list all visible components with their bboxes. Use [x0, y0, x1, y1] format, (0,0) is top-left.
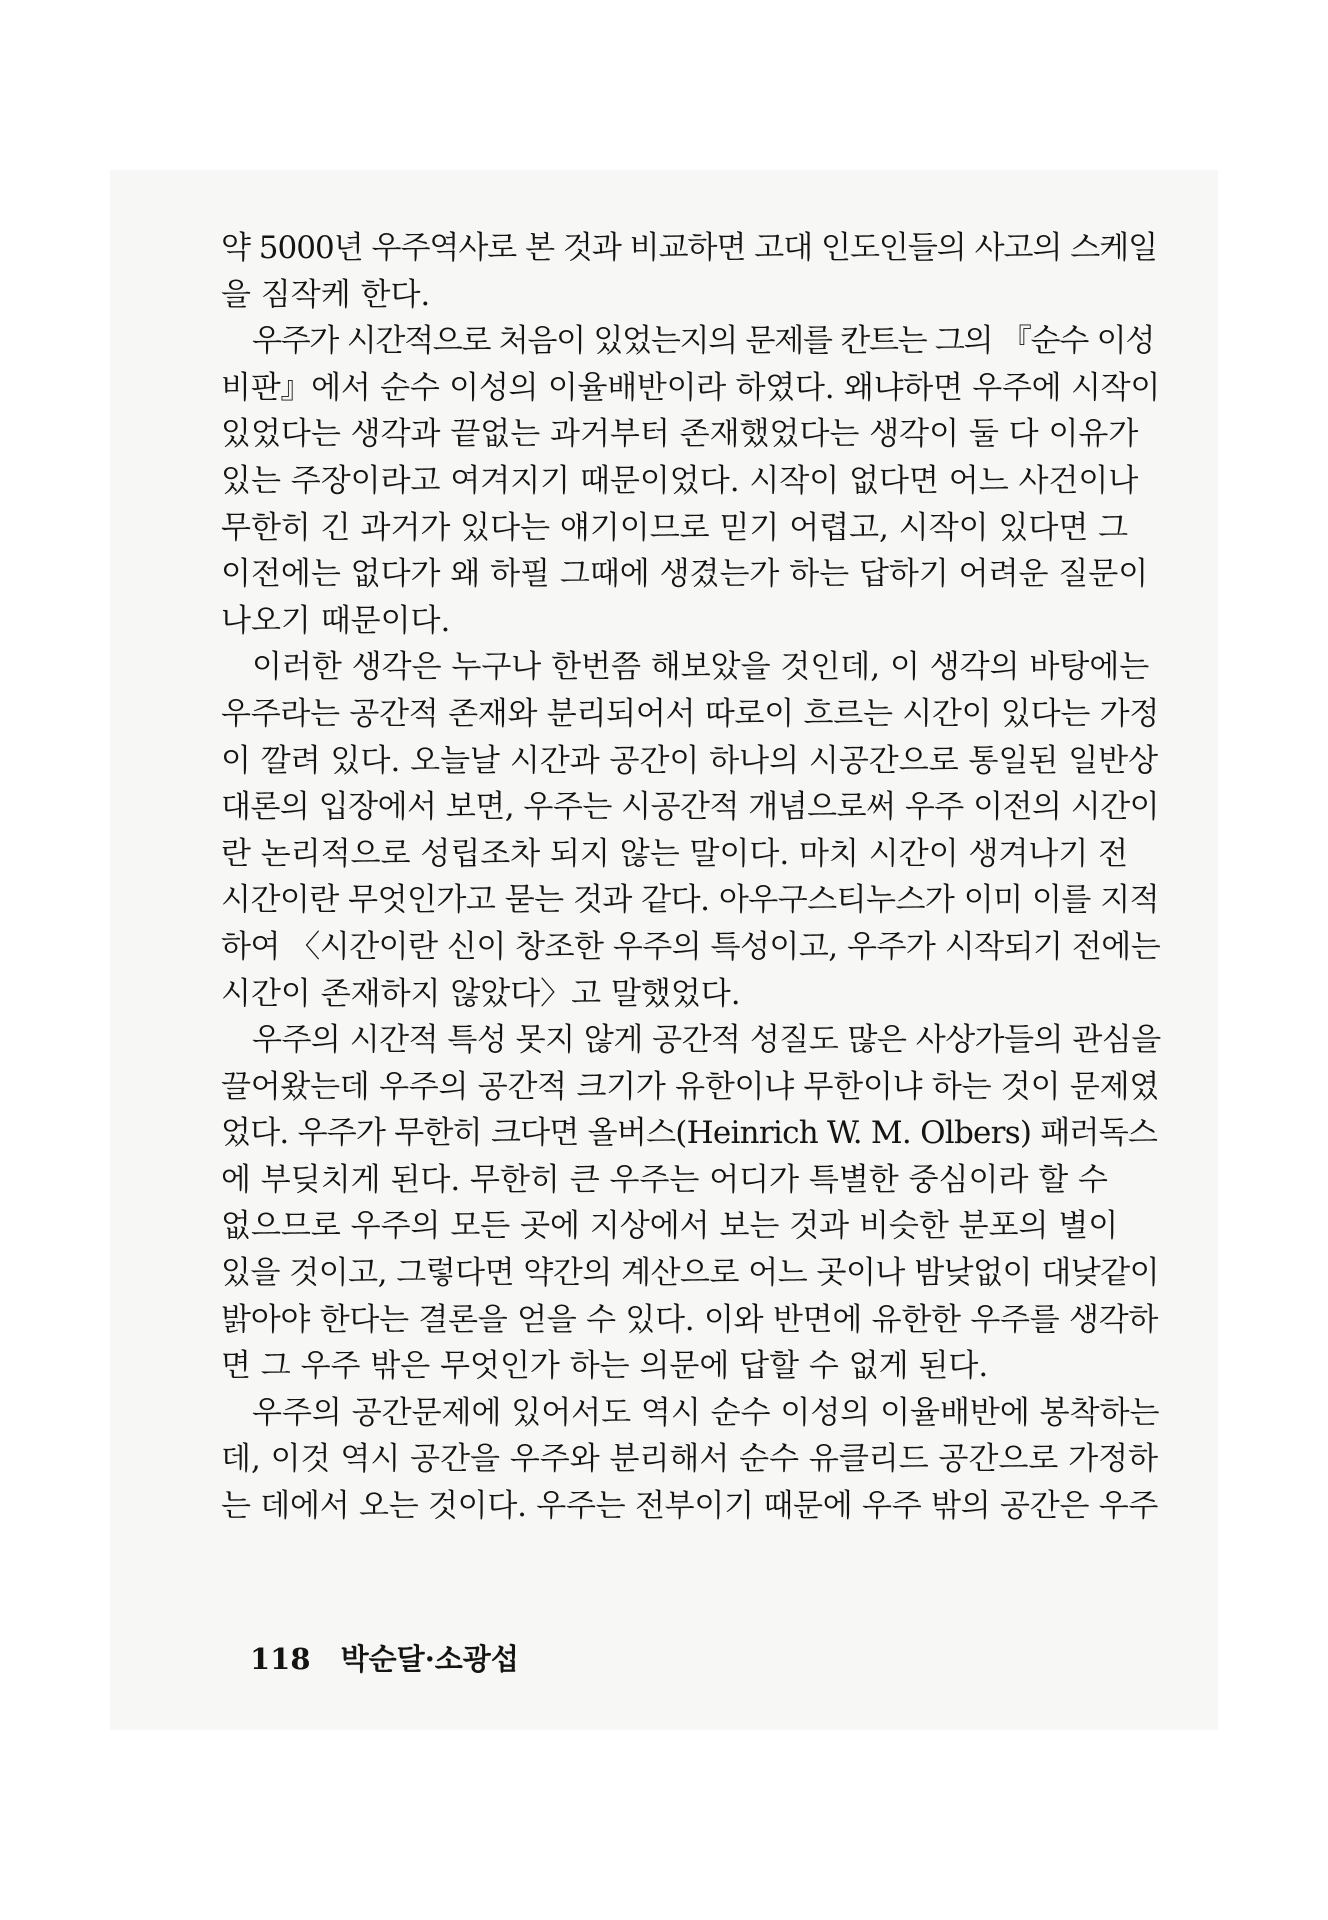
text-line: 면 그 우주 밖은 무엇인가 하는 의문에 답할 수 없게 된다.: [221, 1348, 989, 1385]
text-line: 비판』에서 순수 이성의 이율배반이라 하였다. 왜냐하면 우주에 시작이: [221, 369, 1161, 406]
text-line: 시간이란 무엇인가고 묻는 것과 같다. 아우구스티누스가 이미 이를 지적: [221, 882, 1160, 919]
text-line: 없으므로 우주의 모든 곳에 지상에서 보는 것과 비슷한 분포의 별이: [221, 1208, 1119, 1245]
text-line: 끌어왔는데 우주의 공간적 크기가 유한이냐 무한이냐 하는 것이 문제였: [221, 1068, 1160, 1105]
paragraph-start-line: 우주가 시간적으로 처음이 있었는지의 문제를 칸트는 그의 『순수 이성: [252, 323, 1155, 360]
text-line: 이전에는 없다가 왜 하필 그때에 생겼는가 하는 답하기 어려운 질문이: [221, 556, 1149, 593]
text-line: 을 짐작케 한다.: [221, 276, 431, 313]
paragraph-start-line: 우주의 공간문제에 있어서도 역시 순수 이성의 이율배반에 봉착하는: [252, 1394, 1160, 1431]
page-number: 118: [250, 1642, 311, 1676]
text-line: 데, 이것 역시 공간을 우주와 분리해서 순수 유클리드 공간으로 가정하: [221, 1441, 1159, 1478]
page-footer: [250, 1637, 519, 1678]
text-line: 있는 주장이라고 여겨지기 때문이었다. 시작이 없다면 어느 사건이나: [221, 462, 1139, 499]
paragraph-start-line: 우주의 시간적 특성 못지 않게 공간적 성질도 많은 사상가들의 관심을: [252, 1022, 1161, 1059]
text-line: 무한히 긴 과거가 있다는 얘기이므로 믿기 어렵고, 시작이 있다면 그: [221, 509, 1129, 546]
text-line: 는 데에서 오는 것이다. 우주는 전부이기 때문에 우주 밖의 공간은 우주: [221, 1488, 1159, 1525]
text-line: 란 논리적으로 성립조차 되지 않는 말이다. 마치 시간이 생겨나기 전: [221, 835, 1129, 872]
text-line: 있었다는 생각과 끝없는 과거부터 존재했었다는 생각이 둘 다 이유가: [221, 416, 1139, 453]
text-line: 었다. 우주가 무한히 크다면 올버스(Heinrich W. M. Olbers) 패러독스: [221, 1115, 1158, 1152]
text-line: 밝아야 한다는 결론을 얻을 수 있다. 이와 반면에 유한한 우주를 생각하: [221, 1301, 1159, 1338]
text-line: 에 부딪치게 된다. 무한히 큰 우주는 어디가 특별한 중심이라 할 수: [221, 1161, 1108, 1198]
text-line: 이 깔려 있다. 오늘날 시간과 공간이 하나의 시공간으로 통일된 일반상: [221, 742, 1159, 779]
text-line: 대론의 입장에서 보면, 우주는 시공간적 개념으로써 우주 이전의 시간이: [221, 789, 1160, 826]
author-names: 박순달·소광섭: [340, 1642, 519, 1676]
text-line: 우주라는 공간적 존재와 분리되어서 따로이 흐르는 시간이 있다는 가정: [221, 695, 1160, 732]
text-line: 나오기 때문이다.: [221, 602, 451, 639]
text-line: 약 5000년 우주역사로 본 것과 비교하면 고대 인도인들의 사고의 스케일: [221, 230, 1158, 266]
paragraph-start-line: 이러한 생각은 누구나 한번쯤 해보았을 것인데, 이 생각의 바탕에는: [252, 649, 1150, 686]
body-text: [221, 225, 1161, 1530]
text-line: 있을 것이고, 그렇다면 약간의 계산으로 어느 곳이나 밤낮없이 대낮같이: [221, 1255, 1160, 1292]
text-line: 시간이 존재하지 않았다〉고 말했었다.: [221, 975, 741, 1012]
text-line: 하여 〈시간이란 신이 창조한 우주의 특성이고, 우주가 시작되기 전에는: [221, 928, 1161, 965]
